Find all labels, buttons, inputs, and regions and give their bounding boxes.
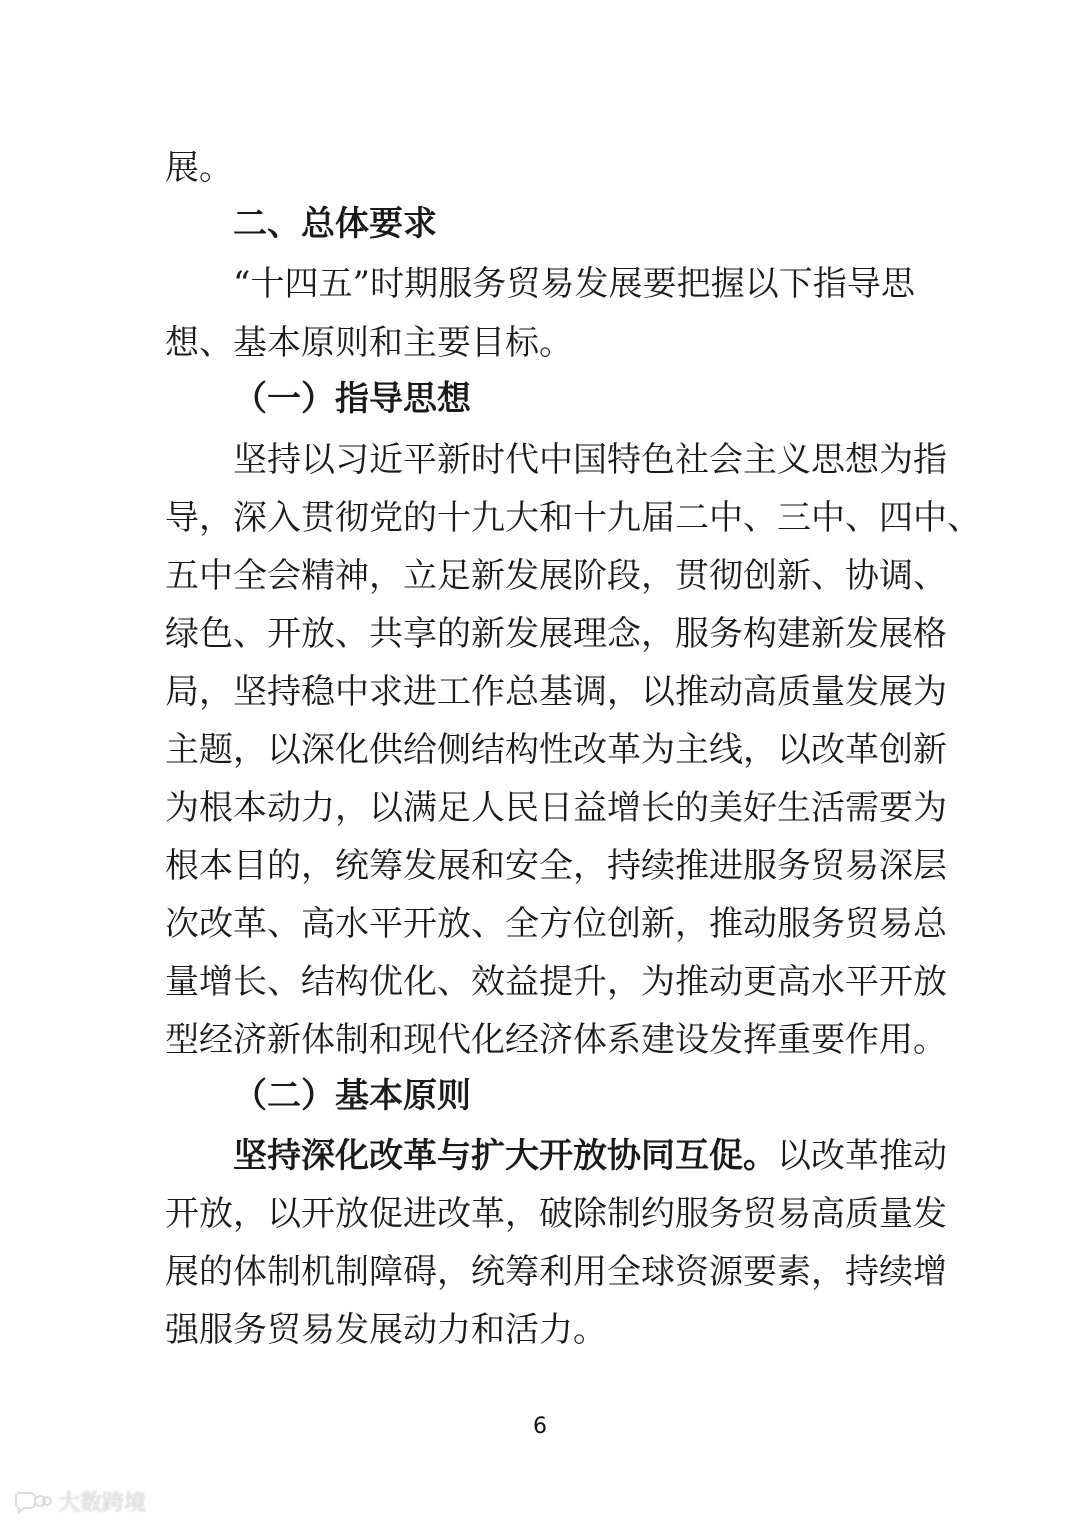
watermark — [12, 1486, 146, 1517]
paragraph-line: 次改革、高水平开放、全方位创新，推动服务贸易总 — [165, 904, 947, 944]
principle-first-rest: 以改革推动 — [777, 1136, 947, 1176]
intro-line: 想、基本原则和主要目标。 — [165, 323, 573, 363]
principle-first-line — [233, 1136, 947, 1176]
paragraph-line: 局，坚持稳中求进工作总基调，以推动高质量发展为 — [165, 672, 947, 712]
paragraph-line: 型经济新体制和现代化经济体系建设发挥重要作用。 — [165, 1020, 947, 1060]
principle-bold-lead: 坚持深化改革与扩大开放协同互促。 — [233, 1136, 777, 1176]
continuation-line: 展。 — [165, 148, 233, 188]
chat-bubble-logo-icon — [12, 1489, 52, 1515]
paragraph-line: 导，深入贯彻党的十九大和十九届二中、三中、四中、 — [165, 498, 981, 538]
section-title: 二、总体要求 — [233, 204, 437, 244]
paragraph-line: 开放，以开放促进改革，破除制约服务贸易高质量发 — [165, 1194, 947, 1234]
paragraph-line: 强服务贸易发展动力和活力。 — [165, 1310, 607, 1350]
paragraph-line: 量增长、结构优化、效益提升，为推动更高水平开放 — [165, 962, 947, 1002]
subsection-title-basic-principles: （二）基本原则 — [233, 1076, 471, 1116]
paragraph-line: 坚持以习近平新时代中国特色社会主义思想为指 — [233, 440, 947, 480]
watermark-text: 大数跨境 — [58, 1491, 147, 1516]
paragraph-line: 展的体制机制障碍，统筹利用全球资源要素，持续增 — [165, 1252, 947, 1292]
subsection-title-guiding-thought: （一）指导思想 — [233, 379, 471, 419]
intro-line: “十四五”时期服务贸易发展要把握以下指导思 — [233, 264, 915, 304]
paragraph-line: 为根本动力，以满足人民日益增长的美好生活需要为 — [165, 788, 947, 828]
page-number: 6 — [533, 1414, 547, 1439]
paragraph-line: 五中全会精神，立足新发展阶段，贯彻创新、协调、 — [165, 556, 947, 596]
paragraph-line: 主题，以深化供给侧结构性改革为主线，以改革创新 — [165, 730, 947, 770]
paragraph-line: 绿色、开放、共享的新发展理念，服务构建新发展格 — [165, 614, 947, 654]
paragraph-line: 根本目的，统筹发展和安全，持续推进服务贸易深层 — [165, 846, 947, 886]
